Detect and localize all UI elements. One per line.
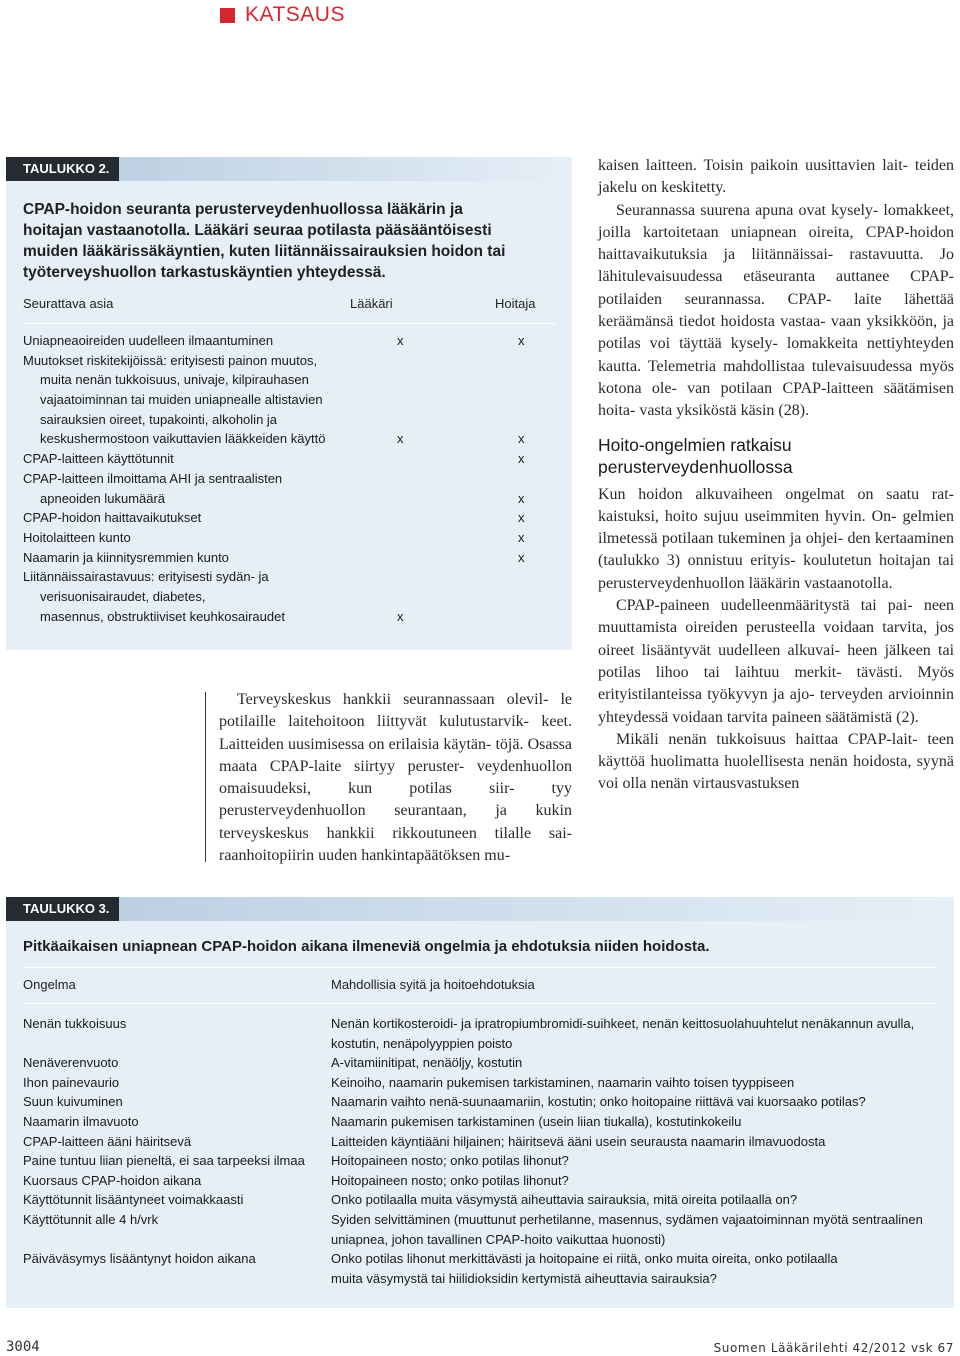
text-line: terveyskeskus hankkii rikkoutuneen tilalle sai-	[219, 824, 572, 842]
text-line: raanhoitopiirin uuden hankintapäätöksen mu-	[219, 847, 511, 865]
row-label: keskushermostoon vaikuttavien lääkkeiden käyttö	[40, 431, 326, 447]
solution-cell: Naamarin vaihto nenä-suunaamariin, kostutin; onko hoitopaine riittävä vai kuorsaako potilas?	[331, 1094, 866, 1110]
text-line: mahdollistaa tulevaisuudessa myös kotona ole-	[598, 357, 954, 397]
journal-name: Suomen Lääkärilehti 42/2012 vsk 67	[713, 1341, 954, 1355]
text-line: lomakkeet, joilla kartoitetaan uniapnean oireita,	[598, 201, 955, 241]
middle-text-column	[219, 689, 572, 867]
section-heading	[598, 434, 954, 478]
table-row	[23, 1151, 943, 1171]
table-row	[23, 1230, 943, 1250]
solution-cell: Onko potilaalla muita väsymystä aiheuttavia sairauksia, mitä oireita potilaalla on?	[331, 1192, 798, 1208]
text-line: CPAP-hoidon haittavaikutuksia ja liitännäissai-	[598, 223, 955, 264]
paragraph	[598, 155, 954, 200]
table-row	[23, 567, 563, 587]
paragraph	[598, 729, 954, 796]
nurse-mark: x	[518, 431, 525, 447]
table-label: TAULUKKO 2.	[6, 157, 119, 181]
row-label: apneoiden lukumäärä	[40, 490, 166, 506]
table-row	[23, 528, 563, 548]
table-title	[23, 199, 553, 283]
row-label: Muutokset riskitekijöissä: erityisesti painon muutos,	[23, 352, 318, 368]
text-line: Mikäli nenän tukkoisuus haittaa CPAP-lait-	[616, 730, 918, 748]
paragraph	[598, 484, 954, 595]
solution-cell: A-vitamiinitipat, nenäöljy, kostutin	[331, 1055, 523, 1071]
text-line: Terveyskeskus hankkii seurannassaan olevil-	[237, 691, 549, 708]
table-row	[23, 587, 563, 607]
text-line: kaisen laitteen. Toisin paikoin uusittavien lait-	[598, 157, 908, 174]
table-row	[23, 429, 563, 449]
column-header-solution: Mahdollisia syitä ja hoitoehdotuksia	[331, 977, 535, 992]
solution-cell: uniapnea, johon tavallinen CPAP-hoito vaikuttaa huonosti)	[331, 1231, 666, 1247]
problem-cell: CPAP-laitteen ääni häiritsevä	[23, 1133, 192, 1149]
text-line: tarvita, jos oireet lisääntyvät uudelleen alkuvai-	[598, 619, 955, 659]
nurse-mark: x	[518, 490, 525, 506]
table-row	[23, 1092, 943, 1112]
solution-cell: Hoitopaineen nosto; onko potilas lihonut?	[331, 1172, 569, 1188]
doctor-mark: x	[397, 431, 404, 447]
section-marker-icon	[220, 8, 235, 23]
row-label: CPAP-hoidon haittavaikutukset	[23, 510, 202, 526]
text-line: terveyden arvioinnin yhteydessä voidaan tarvita	[598, 686, 955, 726]
table-row	[23, 548, 563, 568]
section-tag	[220, 4, 345, 26]
column-header-nurse: Hoitaja	[495, 296, 536, 311]
table-row	[23, 508, 563, 528]
problem-cell: Käyttötunnit lisääntyneet voimakkaasti	[23, 1192, 244, 1208]
heading-line: perusterveydenhuollossa	[598, 456, 793, 477]
column-rule	[205, 692, 206, 862]
table-row	[23, 1210, 943, 1230]
table-label-bar	[106, 157, 572, 181]
solution-cell: Syiden selvittäminen (muuttunut perhetilanne, masennus, sydämen vajaatoiminnan myötä sentraalinen	[331, 1211, 923, 1227]
table-row	[23, 1249, 943, 1269]
row-label: Uniapneaoireiden uudelleen ilmaantuminen	[23, 333, 274, 348]
row-label: Naamarin ja kiinnitysremmien kunto	[23, 549, 229, 565]
solution-cell: muita väsymystä tai hiilidioksidin kertymistä aiheuttavia sairauksia?	[331, 1270, 717, 1286]
table-row	[23, 1073, 943, 1093]
table-title-line: muiden lääkärissäkäyntien, kuten liitännäissairauksien hoidon tai	[23, 243, 506, 260]
heading-line: Hoito-ongelmien ratkaisu	[598, 434, 792, 455]
table-row	[23, 1269, 943, 1289]
header-divider	[23, 323, 556, 324]
problem-cell: Käyttötunnit alle 4 h/vrk	[23, 1211, 159, 1227]
problem-cell: Päiväväsymys lisääntynyt hoidon aikana	[23, 1251, 256, 1267]
table-row	[23, 410, 563, 430]
row-label: sairauksien oireet, tupakointi, alkoholin ja	[40, 411, 278, 427]
table-row	[23, 607, 563, 627]
table-title-line: työterveyshuollon tarkastuskäyntien yhteydessä.	[23, 264, 386, 281]
text-line: van potilaan CPAP-laitteen säätämisen hoita-	[598, 379, 955, 420]
row-label: vajaatoiminnan tai muiden uniapnealle altistavien	[40, 392, 323, 408]
table-row	[23, 370, 563, 390]
right-text-column	[598, 155, 954, 796]
column-header-problem: Ongelma	[23, 977, 76, 992]
text-line: le potilaille laitehoitoon liittyvät kulutustarvik-	[219, 691, 573, 731]
nurse-mark: x	[518, 510, 525, 526]
table-row	[23, 469, 563, 489]
problem-cell: Paine tuntuu liian pieneltä, ei saa tarpeeksi ilmaa	[23, 1153, 305, 1169]
solution-cell: Laitteiden käyntiääni hiljainen; häiritsevä ääni usein seurausta naamarin ilmavuodosta	[331, 1133, 826, 1149]
table-row	[23, 1053, 943, 1073]
text-line: teen käyttöä huolimatta huolellisesta nenän	[598, 730, 955, 771]
table-row	[23, 1132, 943, 1152]
paragraph	[598, 595, 954, 729]
table-3	[6, 897, 954, 1308]
section-label: KATSAUS	[245, 3, 345, 26]
solution-cell: kostutin, nenäpolyyppien poisto	[331, 1035, 513, 1051]
table-row	[23, 390, 563, 410]
text-line: vasta yksiköstä käsin (28).	[639, 402, 810, 420]
row-label: verisuonisairaudet, diabetes,	[40, 588, 206, 604]
table-row	[23, 1014, 943, 1034]
row-label: CPAP-laitteen ilmoittama AHI ja sentraalisten	[23, 470, 283, 486]
nurse-mark: x	[518, 549, 525, 565]
table-label-bar	[114, 897, 954, 921]
text-line: koulutetun hoitajan tai perusterveydenhuollon	[598, 552, 955, 592]
problem-cell: Nenän tukkoisuus	[23, 1016, 127, 1031]
text-line: gelmien ilmetessä potilaan tukeminen ja ohjei-	[598, 507, 955, 548]
text-line: tyy perusterveydenhuollon seurantaan, ja kukin	[219, 780, 572, 820]
solution-cell: Hoitopaineen nosto; onko potilas lihonut?	[331, 1153, 569, 1169]
table-row	[23, 449, 563, 469]
table-row	[23, 1112, 943, 1132]
text-line: tävästi. Myös erityistilanteissa työkyvyn ja ajo-	[598, 663, 955, 704]
nurse-mark: x	[518, 529, 525, 545]
problem-cell: Ihon painevaurio	[23, 1074, 120, 1090]
table-row	[23, 489, 563, 509]
text-line: den kertaaminen (taulukko 3) onnistuu erityis-	[598, 530, 954, 570]
solution-cell: Nenän kortikosteroidi- ja ipratropiumbromidi-suihkeet, nenän keittosuolahuuhtelut nenäkannun avulla,	[331, 1016, 915, 1031]
row-label: Liitännäissairastavuus: erityisesti sydän- ja	[23, 569, 269, 585]
title-divider	[23, 967, 936, 968]
row-label: muita nenän tukkoisuus, univaje, kilpirauhasen	[40, 372, 309, 388]
table-row	[23, 1171, 943, 1191]
text-line: neen muuttamista oireiden perusteella voidaan	[598, 597, 955, 637]
text-line: rastavuutta. Jo lähitulevaisuudessa etäseuranta	[598, 246, 955, 286]
table-body	[23, 1014, 943, 1288]
text-line: laite lähettää keräämänsä tiedot hoidosta vastaa-	[598, 290, 954, 331]
problem-cell: Nenäverenvuoto	[23, 1055, 119, 1071]
text-line: vaan yksikköön, ja potilas voi täyttää kysely-	[598, 313, 955, 353]
table-label: TAULUKKO 3.	[6, 897, 119, 921]
text-line: heen jälkeen tai potilas lihoo tai laihtuu merkit-	[598, 641, 955, 681]
table-body	[23, 331, 563, 626]
doctor-mark: x	[397, 608, 404, 624]
nurse-mark: x	[518, 333, 525, 348]
paragraph	[598, 200, 954, 423]
table-title-line: CPAP-hoidon seuranta perusterveydenhuollossa lääkärin ja	[23, 201, 463, 218]
text-line: lääkärin vastaanotolla.	[748, 574, 893, 592]
text-line: Kun hoidon alkuvaiheen ongelmat on saatu rat-	[598, 485, 954, 503]
text-line: kaistuksi, hoito sujuu useimmiten hyvin. On-	[598, 507, 897, 525]
solution-cell: Naamarin pukemisen tarkistaminen (usein liian tiukalla), kostutinkokeilu	[331, 1113, 742, 1129]
table-2	[6, 157, 572, 650]
problem-cell: Kuorsaus CPAP-hoidon aikana	[23, 1172, 202, 1188]
text-line: hoidosta, syynä voi olla nenän virtausvastuksen	[598, 753, 955, 793]
row-label: CPAP-laitteen käyttötunnit	[23, 451, 174, 467]
solution-cell: Keinoiho, naamarin pukemisen tarkistaminen, naamarin vaihto toisen tyyppiseen	[331, 1074, 795, 1090]
table-row	[23, 1034, 943, 1054]
table-row	[23, 331, 563, 351]
text-line: paineen säätämistä (2).	[771, 708, 919, 726]
text-line: lomakkeita nettiyhteyden kautta. Telemetria	[598, 335, 955, 375]
paragraph	[219, 689, 572, 867]
table-row	[23, 351, 563, 371]
text-line: Seurannassa suurena apuna ovat kysely-	[616, 201, 879, 219]
table-row	[23, 1190, 943, 1210]
nurse-mark: x	[518, 451, 525, 467]
problem-cell: Naamarin ilmavuoto	[23, 1113, 139, 1129]
doctor-mark: x	[397, 333, 404, 348]
row-label: masennus, obstruktiiviset keuhkosairaudet	[40, 608, 285, 624]
column-header-doctor: Lääkäri	[350, 296, 393, 311]
text-line: teiden jakelu on keskitetty.	[598, 157, 954, 197]
text-line: CPAP-paineen uudelleenmääritystä tai pai-	[616, 597, 913, 615]
text-line: veydenhuollon omaisuudeksi, kun potilas siir-	[219, 757, 573, 798]
problem-cell: Suun kuivuminen	[23, 1094, 123, 1110]
text-line: auttanee CPAP-potilaiden seurannassa. CPAP-	[598, 268, 954, 308]
column-header-item: Seurattava asia	[23, 296, 114, 311]
solution-cell: Onko potilas lihonut merkittävästi ja hoitopaine ei riitä, onko muita oireita, onko potilaalla	[331, 1251, 838, 1267]
page-number: 3004	[6, 1339, 40, 1355]
row-label: Hoitolaitteen kunto	[23, 529, 131, 545]
table-title-line: hoitajan vastaanotolla. Lääkäri seuraa potilasta pääsääntöisesti	[23, 222, 492, 239]
header-divider	[23, 1003, 936, 1004]
text-line: keet. Laitteiden uusimisessa on erilaisia käytän-	[219, 713, 572, 753]
text-line: töjä. Osassa maata CPAP-laite siirtyy peruster-	[219, 735, 573, 775]
table-title: Pitkäaikaisen uniapnean CPAP-hoidon aikana ilmeneviä ongelmia ja ehdotuksia niiden hoidosta.	[23, 938, 710, 955]
